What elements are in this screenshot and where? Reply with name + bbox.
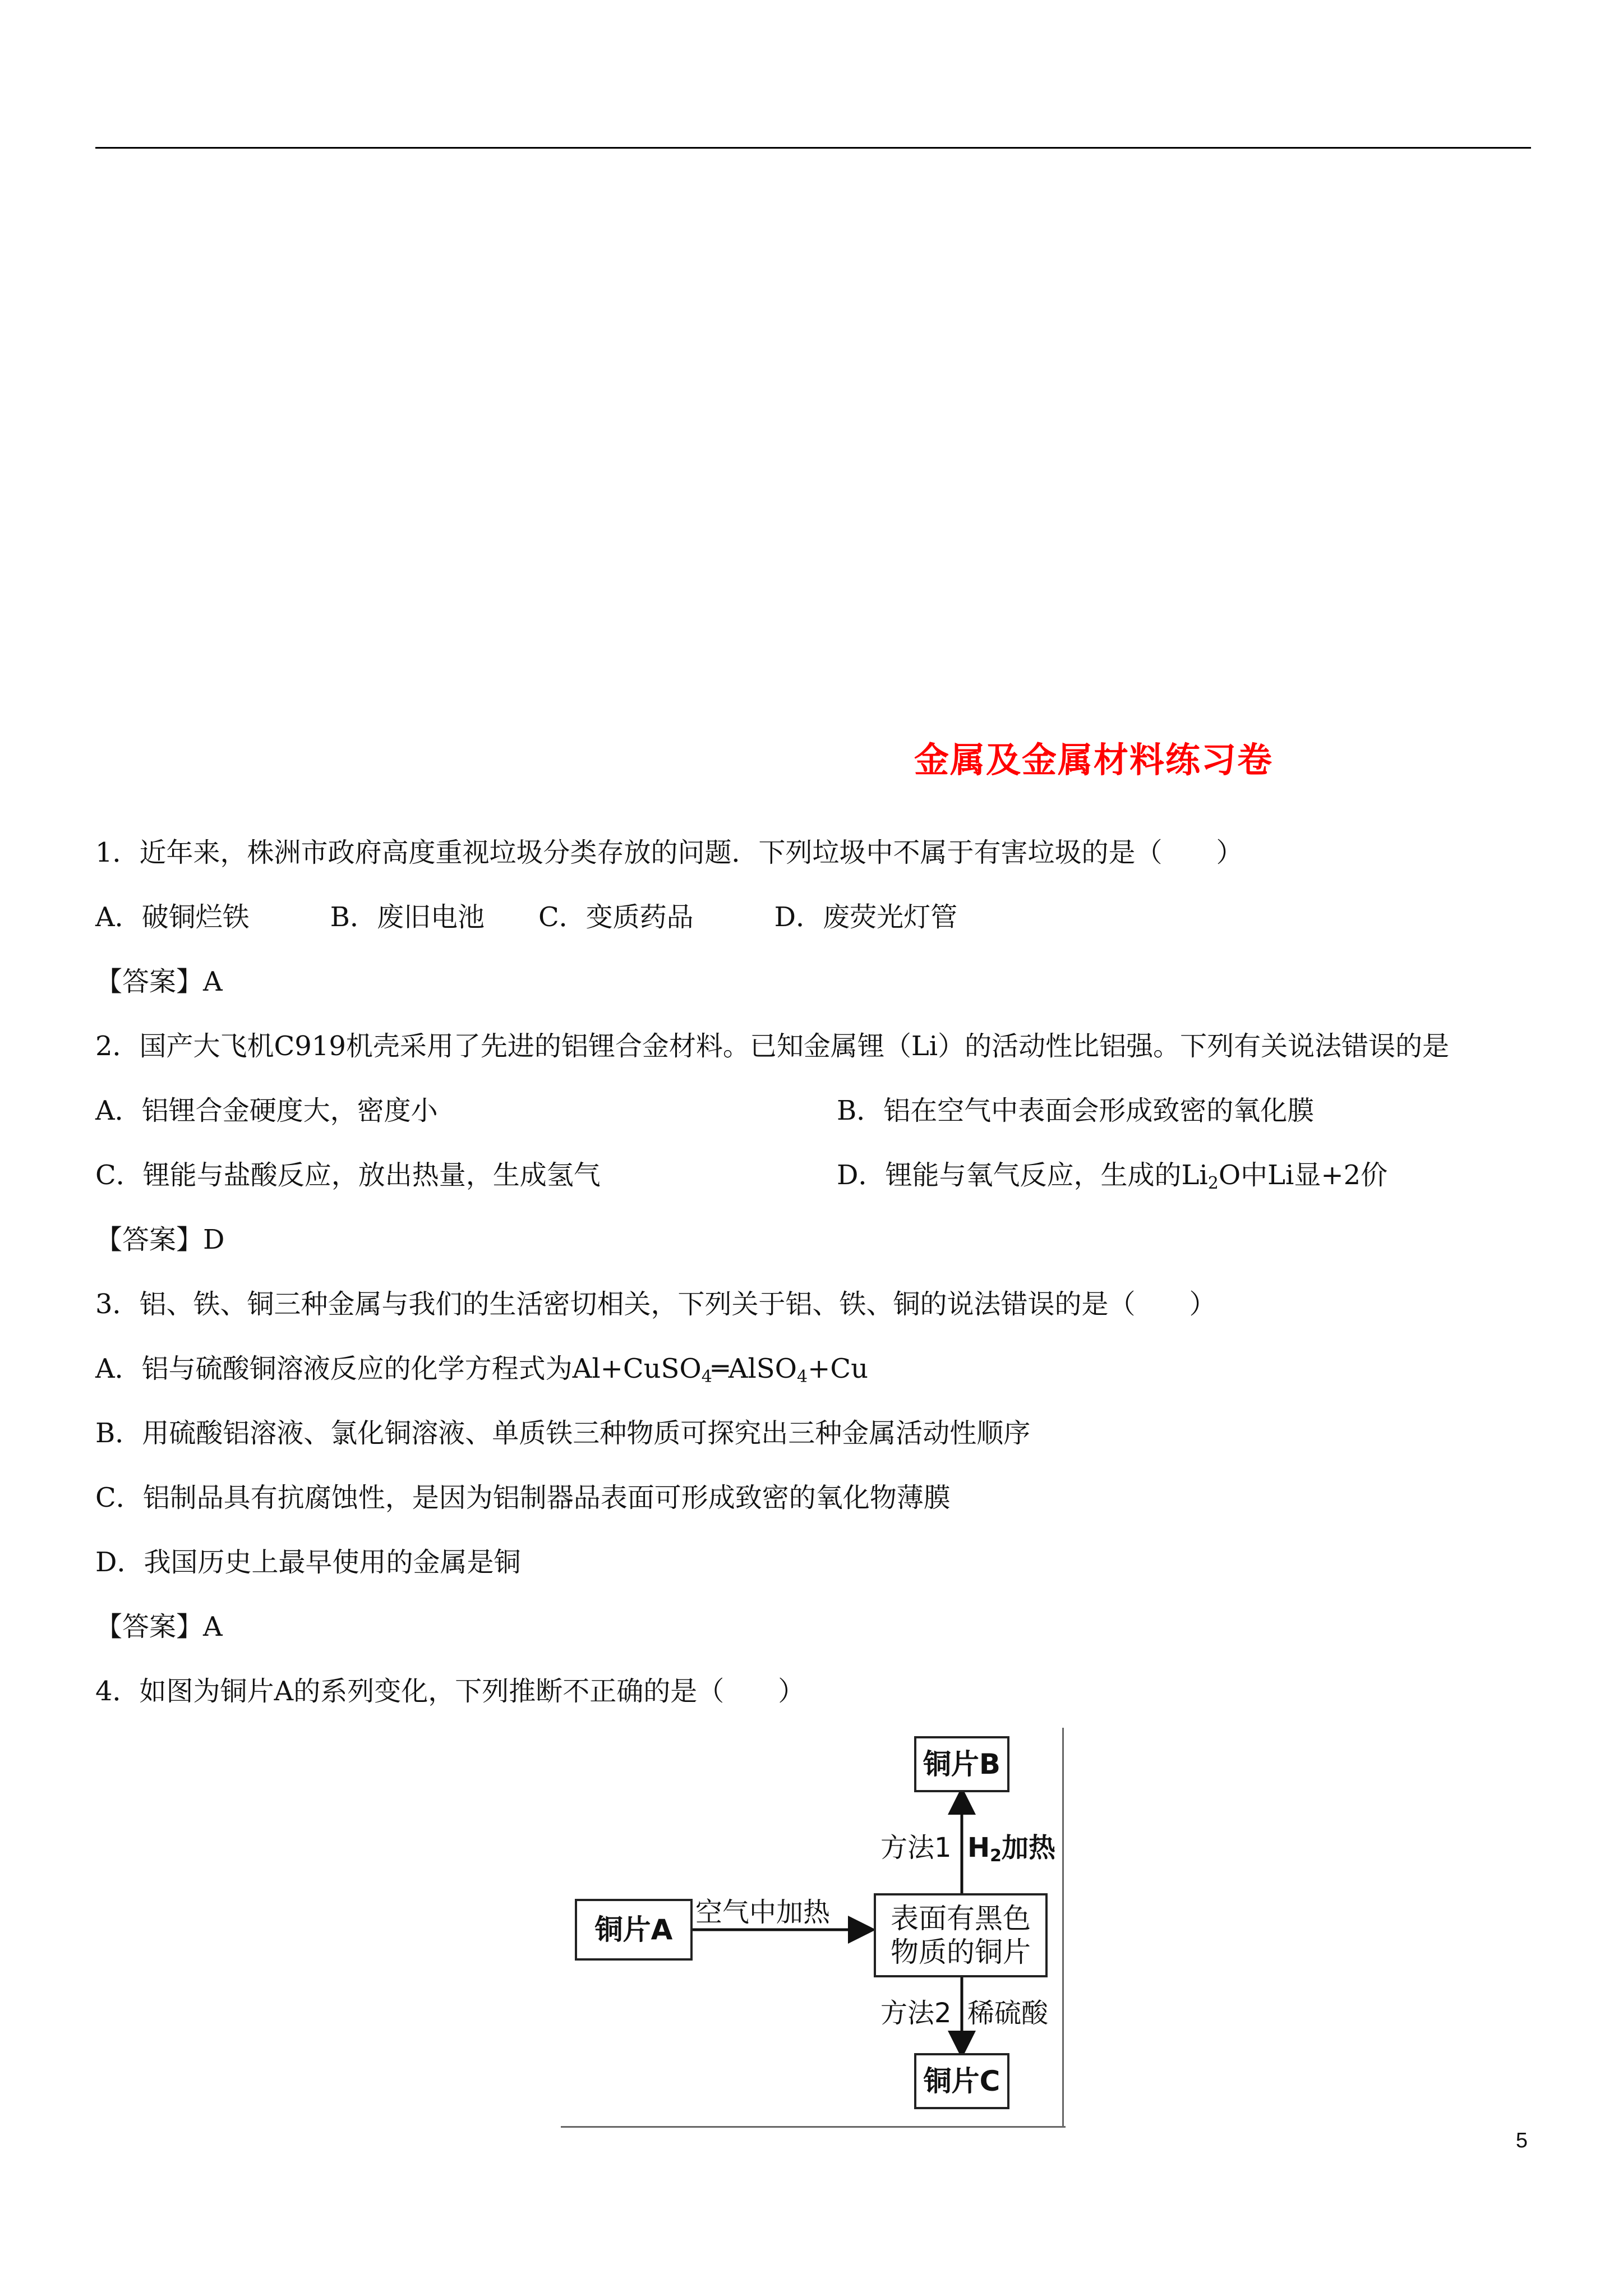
q2-option-b: B．铝在空气中表面会形成致密的氧化膜	[837, 1095, 1315, 1126]
label-method-1: 方法1	[880, 1832, 952, 1864]
label-method-2: 方法2	[880, 1998, 952, 2029]
q1-options: A．破铜烂铁 B．废旧电池 C．变质药品 D．废荧光灯管	[95, 901, 958, 933]
q2-answer: 【答案】D	[95, 1224, 225, 1255]
q3-option-d: D．我国历史上最早使用的金属是铜	[95, 1547, 521, 1578]
label-air-heating: 空气中加热	[695, 1897, 831, 1928]
box-copper-c: 铜片C	[914, 2053, 1009, 2109]
q3-option-b: B．用硫酸铝溶液、氯化铜溶液、单质铁三种物质可探究出三种金属活动性顺序	[95, 1418, 1031, 1449]
box-blackened-line2: 物质的铜片	[891, 1936, 1031, 1968]
q3-option-c: C．铝制品具有抗腐蚀性，是因为铝制器品表面可形成致密的氧化物薄膜	[95, 1482, 951, 1513]
q3-option-a: A．铝与硫酸铜溶液反应的化学方程式为Al+CuSO$_4$═AlSO$_4$+Cu	[95, 1353, 868, 1387]
header-rule	[95, 147, 1531, 149]
q4-stem: 4．如图为铜片A的系列变化，下列推断不正确的是（ ）	[95, 1676, 805, 1707]
box-copper-a: 铜片A	[575, 1899, 693, 1961]
box-blackened-line1: 表面有黑色	[891, 1902, 1031, 1935]
q2-option-row-2	[95, 1158, 1388, 1193]
q2-option-row-1	[95, 1094, 1315, 1128]
q1-answer: 【答案】A	[95, 966, 223, 997]
box-blackened-copper	[874, 1893, 1048, 1977]
q1-stem: 1．近年来，株洲市政府高度重视垃圾分类存放的问题．下列垃圾中不属于有害垃圾的是（ ）	[95, 837, 1243, 868]
copper-flow-diagram	[561, 1728, 1066, 2132]
q2-stem: 2．国产大飞机C919机壳采用了先进的铝锂合金材料。已知金属锂（Li）的活动性比铝强。下列有关说法错误的是	[95, 1030, 1450, 1062]
box-copper-b: 铜片B	[914, 1736, 1009, 1792]
label-method-2-reagent: 稀硫酸	[967, 1998, 1049, 2029]
q2-option-c: C．锂能与盐酸反应，放出热量，生成氢气	[95, 1159, 601, 1191]
q2-option-a: A．铝锂合金硬度大，密度小	[95, 1095, 438, 1126]
q2-option-d: D．锂能与氧气反应，生成的$Li_2O$中Li显+2价	[837, 1159, 1388, 1193]
q3-stem: 3．铝、铁、铜三种金属与我们的生活密切相关，下列关于铝、铁、铜的说法错误的是（ ）	[95, 1289, 1216, 1320]
page-title: 金属及金属材料练习卷	[914, 739, 1274, 780]
label-method-1-reagent: $H_2$加热	[967, 1832, 1056, 1866]
page-number: 5	[1515, 2129, 1528, 2152]
q3-answer: 【答案】A	[95, 1611, 223, 1642]
